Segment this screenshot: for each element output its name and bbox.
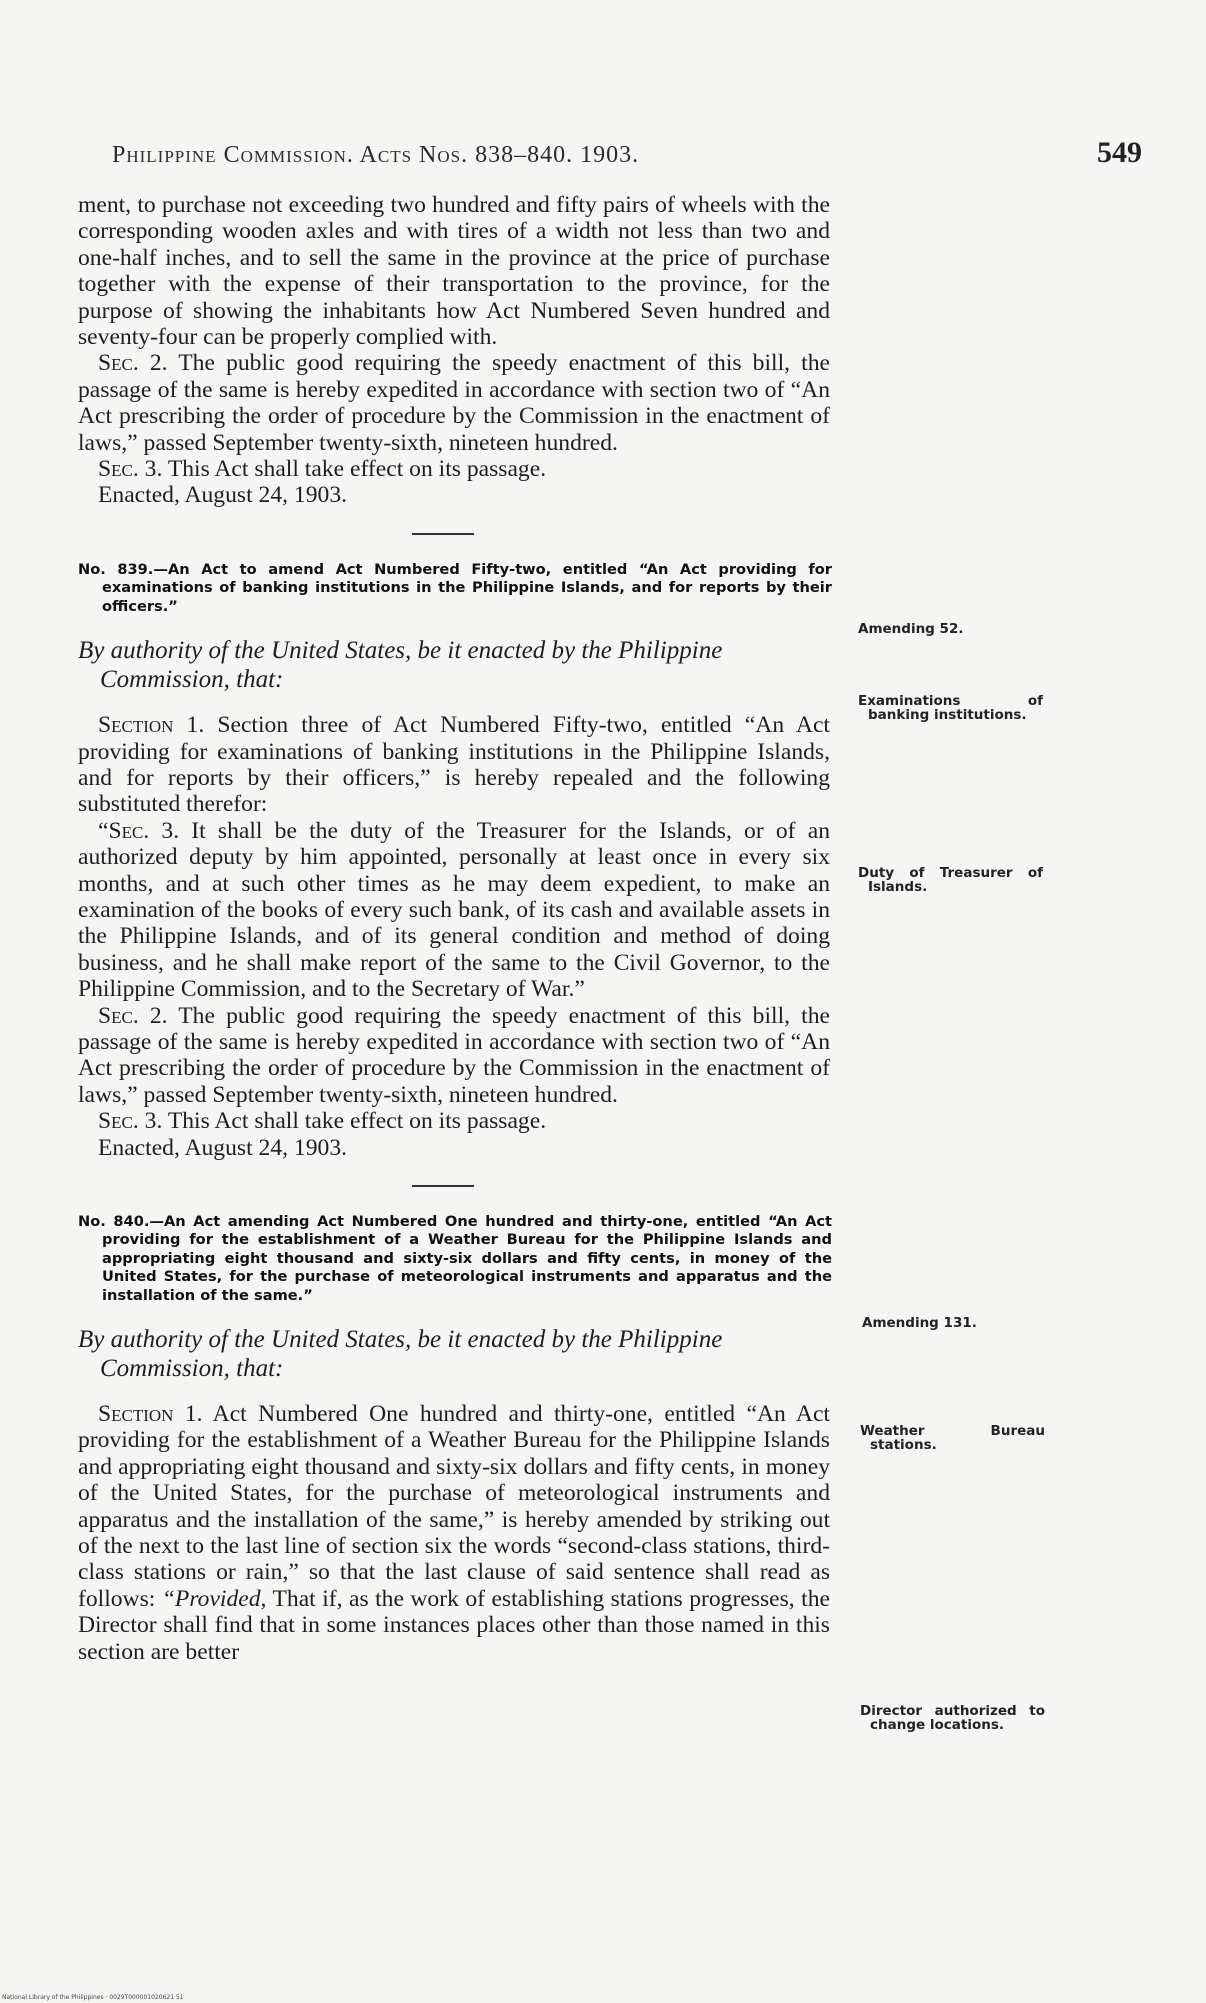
- act839-sec2: [78, 1003, 830, 1109]
- act839-heading: No. 839.—An Act to amend Act Numbered Fifty-two, entitled “An Act providing for examinations of banking institutions in the Philippine Islands, and for reports by their officers.”: [78, 560, 832, 615]
- page-header: [112, 136, 1142, 176]
- act838-sec2: [78, 350, 830, 456]
- act840-enacting-clause: By authority of the United States, be it enacted by the Philippine Commission, that:: [78, 1326, 723, 1383]
- scan-footer: National Library of the Philippines · 0029T000001020621 51: [2, 1994, 184, 2001]
- section-label: Sec. 3.: [98, 1108, 163, 1135]
- section-text: The public good requiring the speedy enactment of this bill, the passage of the same is hereby expedited in accordance with section two of “An Act prescribing the order of procedure by the Commission in the enactment of laws,” passed September twenty-sixth, nineteen hundred.: [78, 1002, 830, 1108]
- provided-italic: “Provided,: [161, 1585, 267, 1612]
- act839-enacted: Enacted, August 24, 1903.: [98, 1134, 348, 1161]
- act840-sec1: [78, 1401, 830, 1665]
- section-label: “Sec. 3.: [98, 817, 180, 844]
- section-label: Sec. 2.: [98, 350, 168, 377]
- section-label: Section 1.: [98, 712, 205, 739]
- margin-note-weather-bureau: Weather Bureau stations.: [860, 1423, 1045, 1453]
- section-text: Act Numbered One hundred and thirty-one, entitled “An Act providing for the establishment of a Weather Bureau for the Philippine Islands and appropriating eight thousand and sixty-six dollars and fifty cents, in money of the United States, for the purchase of meteorological instruments and apparatus and the installation of the same,” is hereby amended by striking out of the next to the last line of section six the words “second-class stations, third-class stations or rain,” so that the last clause of said sentence shall read as follows:: [78, 1401, 830, 1612]
- section-text: This Act shall take effect on its passage.: [167, 1108, 547, 1135]
- section-label: Section 1.: [98, 1401, 203, 1428]
- section-label: Sec. 3.: [98, 456, 163, 483]
- margin-note-amending-131: Amending 131.: [862, 1315, 977, 1331]
- page-body: [78, 192, 830, 1665]
- act839-sec1: [78, 712, 830, 818]
- act839-quoted-sec3: [78, 818, 830, 1003]
- section-text: The public good requiring the speedy enactment of this bill, the passage of the same is hereby expedited in accordance with section two of “An Act prescribing the order of procedure by the Commission in the enactment of laws,” passed September twenty-sixth, nineteen hundred.: [78, 350, 830, 456]
- section-text: This Act shall take effect on its passage.: [167, 456, 547, 483]
- page-number: 549: [1097, 136, 1142, 169]
- act839-enacting-clause: By authority of the United States, be it enacted by the Philippine Commission, that:: [78, 637, 723, 694]
- margin-note-duty-of-treasurer: Duty of Treasurer of Islands.: [858, 865, 1043, 895]
- section-text: Section three of Act Numbered Fifty-two, entitled “An Act providing for examinations of banking institutions in the Philippine Islands, and for reports by their officers,” is hereby repealed and the following substituted therefor:: [78, 712, 830, 818]
- act838-sec3: [78, 456, 830, 482]
- section-label: Sec. 2.: [98, 1002, 168, 1029]
- act840-heading: No. 840.—An Act amending Act Numbered One hundred and thirty-one, entitled “An Act providing for the establishment of a Weather Bureau for the Philippine Islands and appropriating eight thousand and sixty-six dollars and fifty cents, in money of the United States, for the purchase of meteorological instruments and apparatus and the installation of the same.”: [78, 1213, 832, 1304]
- section-text: That if, as the work of establishing stations progresses, the Director shall find that in some instances places other than those named in this section are better: [78, 1585, 830, 1665]
- act838-enacted: Enacted, August 24, 1903.: [98, 482, 348, 509]
- margin-note-examinations: Examinations of banking institutions.: [858, 693, 1043, 723]
- act838-continuation: ment, to purchase not exceeding two hundred and fifty pairs of wheels with the corresponding wooden axles and with tires of a width not less than two and one-half inches, and to sell the same in the province at the price of purchase together with the expense of their transportation to the province, for the purpose of showing the inhabitants how Act Numbered Seven hundred and seventy-four can be properly complied with.: [78, 192, 830, 351]
- running-head: Philippine Commission. Acts Nos. 838–840. 1903.: [112, 142, 640, 168]
- section-divider: [412, 533, 474, 535]
- section-divider: [412, 1185, 474, 1187]
- margin-note-amending-52: Amending 52.: [858, 621, 964, 637]
- margin-note-director-authorized: Director authorized to change locations.: [860, 1703, 1045, 1733]
- act839-sec3: [78, 1108, 830, 1134]
- section-text: It shall be the duty of the Treasurer for the Islands, or of an authorized deputy by him appointed, personally at least once in every six months, and at such other times as he may deem expedient, to make an examination of the books of every such bank, of its cash and available assets in the Philippine Islands, and of its general condition and method of doing business, and he shall make report of the same to the Civil Governor, to the Philippine Commission, and to the Secretary of War.”: [78, 817, 830, 1003]
